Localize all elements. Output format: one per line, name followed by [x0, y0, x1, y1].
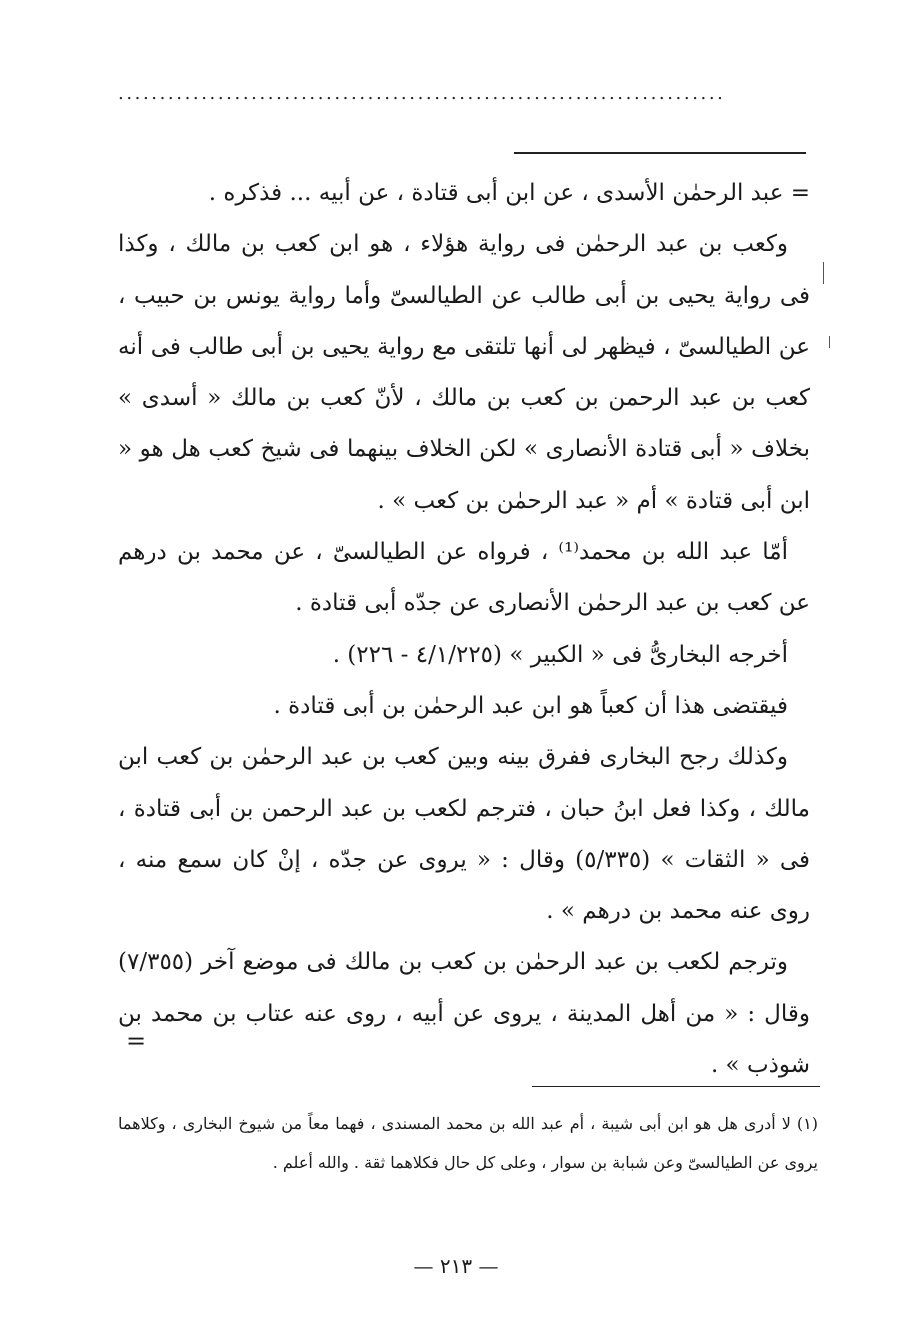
page-number: — ٢١٣ —	[413, 1254, 499, 1278]
paragraph: وكذلك رجح البخارى ففرق بينه وبين كعب بن عبد الرحمٰن بن كعب ابن مالك ، وكذا فعل ابنُ حبان ، فترجم لكعب بن عبد الرحمن بن أبى قتادة ، فى « الثقات » (٥/٣٣٥) وقال : « يروى عن جدّه ، إنْ كان سمع منه ، روى عنه محمد بن درهم » .	[118, 744, 810, 925]
paragraph: فيقتضى هذا أن كعباً هو ابن عبد الرحمٰن بن أبى قتادة .	[273, 692, 788, 719]
continuation-mark: =	[126, 1027, 147, 1055]
paragraph: وكعب بن عبد الرحمٰن فى رواية هؤلاء ، هو ابن كعب بن مالك ، وكذا فى رواية يحيى بن أبى طالب عن الطيالسىّ وأما رواية يونس بن حبيب ، عن الطيالسىّ ، فيظهر لى أنها تلتقى مع رواية يحيى بن أبى طالب فى أنه كعب بن عبد الرحمن بن كعب بن مالك ، لأنّ كعب بن مالك « أسدى » بخلاف « أبى قتادة الأنصارى » لكن الخلاف بينهما فى شيخ كعب هل هو « ابن أبى قتادة » أم « عبد الرحمٰن بن كعب » .	[118, 231, 810, 514]
margin-mark	[829, 336, 830, 348]
paragraph: = عبد الرحمٰن الأسدى ، عن ابن أبى قتادة ، عن أبيه ... فذكره .	[208, 180, 810, 206]
paragraph: أخرجه البخارىُّ فى « الكبير » (٤/١/٢٢٥ - ٢٢٦) .	[332, 641, 788, 668]
footnote-text: (١) لا أدرى هل هو ابن أبى شيبة ، أم عبد الله بن محمد المسندى ، فهما معاً من شيوخ البخارى ، وكلاهما يروى عن الطيالسىّ وعن شبابة بن سوار ، وعلى كل حال فكلاهما ثقة . والله أعلم .	[118, 1114, 818, 1172]
footnote	[118, 1104, 818, 1182]
paragraph: أمّا عبد الله بن محمد⁽¹⁾ ، فرواه عن الطيالسىّ ، عن محمد بن درهم عن كعب بن عبد الرحمٰن الأنصارى عن جدّه أبى قتادة .	[118, 539, 810, 617]
margin-mark	[823, 262, 824, 284]
main-text	[118, 168, 810, 1091]
footnote-rule	[532, 1086, 820, 1087]
top-rule	[514, 152, 806, 154]
paragraph: وترجم لكعب بن عبد الرحمٰن بن كعب بن مالك فى موضع آخر (٧/٣٥٥) وقال : « من أهل المدينة ، يروى عن أبيه ، روى عنه عتاب بن محمد بن شوذب » .	[118, 949, 810, 1079]
header-dotted-line: .........................................................................	[118, 83, 726, 104]
